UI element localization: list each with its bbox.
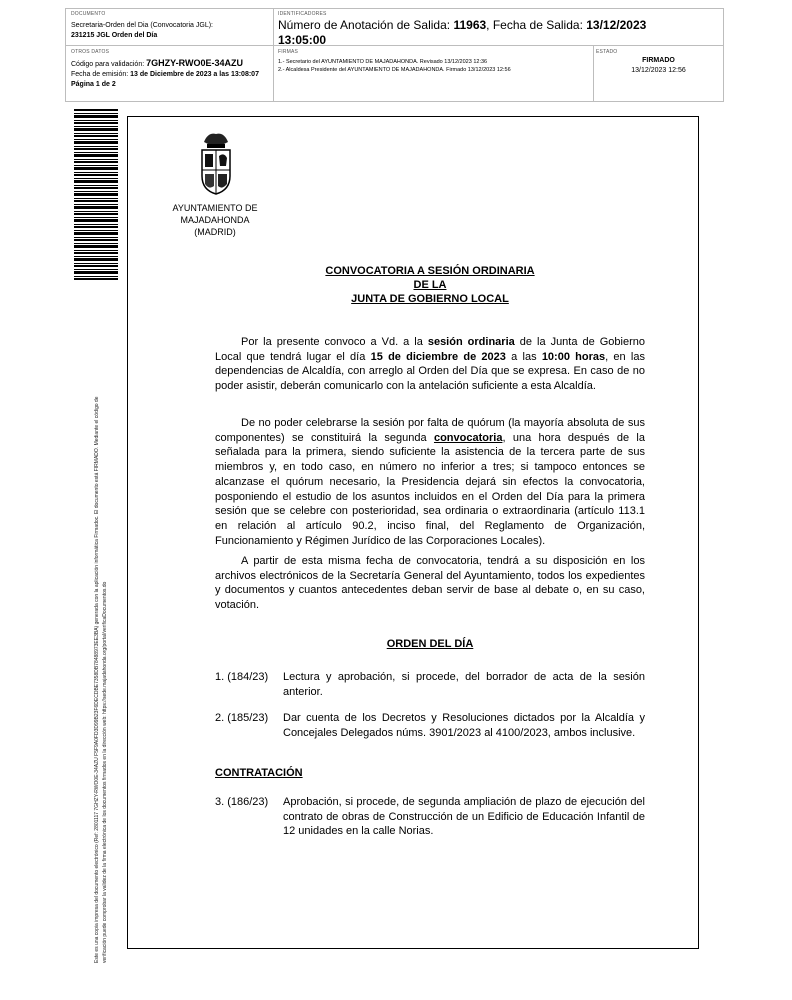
estado-value: FIRMADO	[642, 57, 675, 64]
codigo-prefix: Código para validación:	[71, 61, 147, 68]
estado-fecha: 13/12/2023 12:56	[631, 67, 686, 74]
agenda-item	[215, 670, 645, 699]
identificadores-label: IDENTIFICADORES	[278, 11, 327, 17]
title-line3: JUNTA DE GOBIERNO LOCAL	[351, 293, 509, 305]
barcode	[74, 108, 118, 280]
para1-text-3: a las	[505, 350, 542, 363]
coat-of-arms-icon	[196, 130, 236, 196]
fecha-salida-prefix: , Fecha de Salida:	[486, 18, 587, 32]
hora-salida: 13:05:00	[278, 33, 327, 47]
fecha-emision	[71, 70, 271, 80]
agenda-item-number: 3. (186/23)	[215, 796, 269, 808]
para2-text-1: De no poder celebrarse la sesión por falta de quórum (la mayoría absoluta de sus componentes) se constituirá la segunda	[215, 417, 645, 444]
agenda-item	[215, 795, 645, 839]
firmas-cell	[278, 49, 590, 74]
orden-del-dia-heading: ORDEN DEL DÍA	[386, 638, 474, 650]
agenda-item-number: 1. (184/23)	[215, 671, 269, 683]
anotacion-line	[278, 18, 718, 33]
documento-label: DOCUMENTO	[71, 11, 106, 17]
document-title	[215, 264, 645, 306]
estado-cell	[596, 49, 721, 76]
fecha-salida: 13/12/2023	[586, 18, 647, 32]
firma-2: 2.- Alcaldesa Presidente del AYUNTAMIENTO DE MAJADAHONDA. Firmado 13/12/2023 12:56	[278, 67, 511, 73]
town-line1: AYUNTAMIENTO DE	[172, 203, 258, 213]
town-name	[150, 202, 280, 238]
firma-1: 1.- Secretario del AYUNTAMIENTO DE MAJADAHONDA. Revisado 13/12/2023 12:36	[278, 59, 488, 65]
paragraph-3: A partir de esta misma fecha de convocatoria, tendrá a su disposición en los archivos electrónicos de la Secretaría General del Ayuntamiento, todos los expedientes y documentos y cuantos antecedentes deban servir de base al debate o, en su caso, votación.	[215, 555, 645, 612]
side-verification-text	[93, 293, 109, 963]
side-text-line2: verificación puede comprobar la validez de la firma electrónica de los documentos firmados en la dirección web: https://sede.majadahonda.org/portal/verificaDocumentos.do	[102, 581, 108, 963]
para1-text-4: , en las dependencias de Alcaldía, con arreglo al Orden del Día que se expresa. En caso de no poder asistir, deberán comunicarlo con la antelación suficiente a esta Alcaldía.	[215, 350, 645, 393]
otros-datos-label: OTROS DATOS	[71, 49, 110, 55]
agenda-item-text: Lectura y aprobación, si procede, del borrador de acta de la sesión anterior.	[283, 671, 645, 698]
identificadores-cell	[278, 11, 718, 48]
agenda-item-text: Dar cuenta de los Decretos y Resoluciones dictados por la Alcaldía y Concejales Delegados núms. 3901/2023 al 4100/2023, ambos inclusive.	[283, 712, 645, 739]
emision-value: 13 de Diciembre de 2023 a las 13:08:07	[130, 71, 259, 78]
documento-line1: Secretaria-Orden del Dia (Convocatoria JGL):	[71, 22, 214, 29]
agenda-item-text: Aprobación, si procede, de segunda ampliación de plazo de ejecución del contrato de obras de Construcción de un Edificio de Educación Infantil de 12 unidades en la calle Norias.	[283, 796, 645, 838]
estado-label: ESTADO	[596, 49, 618, 55]
para2-text-2: , una hora después de la señalada para la primera, siendo suficiente la asistencia de la tercera parte de sus miembros y, en todo caso, en número no inferior a tres; si tampoco entonces se alcanzase el quórum necesario, la Presidencia dejará sin efectos la convocatoria, posponiendo el estudio de los asuntos incluidos en el Orden del Día para la primera sesión que se celebre con posterioridad, sea ordinaria o extraordinaria (artículo 113.1 en relación al artículo 90.2, inciso final, del Reglamento de Organización, Funcionamiento y Régimen Jurídico de las Corporaciones Locales).	[215, 431, 645, 547]
anotacion-prefix: Número de Anotación de Salida:	[278, 18, 454, 32]
agenda-item	[215, 711, 645, 740]
para1-bold-1: sesión ordinaria	[427, 336, 515, 348]
firmas-label: FIRMAS	[278, 49, 299, 55]
para2-bold-1: convocatoria	[433, 431, 503, 444]
codigo-value: 7GHZY-RWO0E-34AZU	[146, 58, 243, 68]
pagina: Página 1 de 2	[71, 81, 116, 88]
agenda-item-number: 2. (185/23)	[215, 712, 269, 724]
para1-bold-3: 10:00 horas	[541, 350, 606, 363]
para1-text-1: Por la presente convoco a Vd. a la	[241, 336, 428, 348]
town-line2: MAJADAHONDA	[180, 215, 250, 225]
paragraph-1	[215, 335, 645, 394]
documento-cell	[71, 11, 271, 41]
anotacion-number: 11963	[453, 18, 487, 32]
section-contratacion: CONTRATACIÓN	[215, 767, 303, 779]
para1-text-2: de la Junta de Gobierno Local que tendrá lugar el día	[215, 336, 645, 363]
para1-bold-2: 15 de diciembre de 2023	[370, 350, 506, 363]
side-text-line1: Este es una copia impresa del documento electrónico (Ref: 2801117 7GHZY-RWO0E-34AZU F5F9A0FD3D99B23F6DECDBE7358DB78488973EE3BA) generada con la aplicación informática Firmadoc. El documento está FIRMADO. Mediante el código de	[94, 396, 100, 963]
town-line3: (MADRID)	[194, 227, 236, 237]
documento-line2: 231215 JGL Orden del Día	[71, 32, 158, 39]
otros-datos-cell	[71, 49, 271, 90]
emision-prefix: Fecha de emisión:	[71, 71, 131, 78]
title-line2: DE LA	[413, 279, 447, 291]
codigo-validacion	[71, 58, 271, 70]
signature-header	[65, 8, 724, 102]
title-line1: CONVOCATORIA A SESIÓN ORDINARIA	[325, 265, 535, 277]
paragraph-2	[215, 416, 645, 548]
